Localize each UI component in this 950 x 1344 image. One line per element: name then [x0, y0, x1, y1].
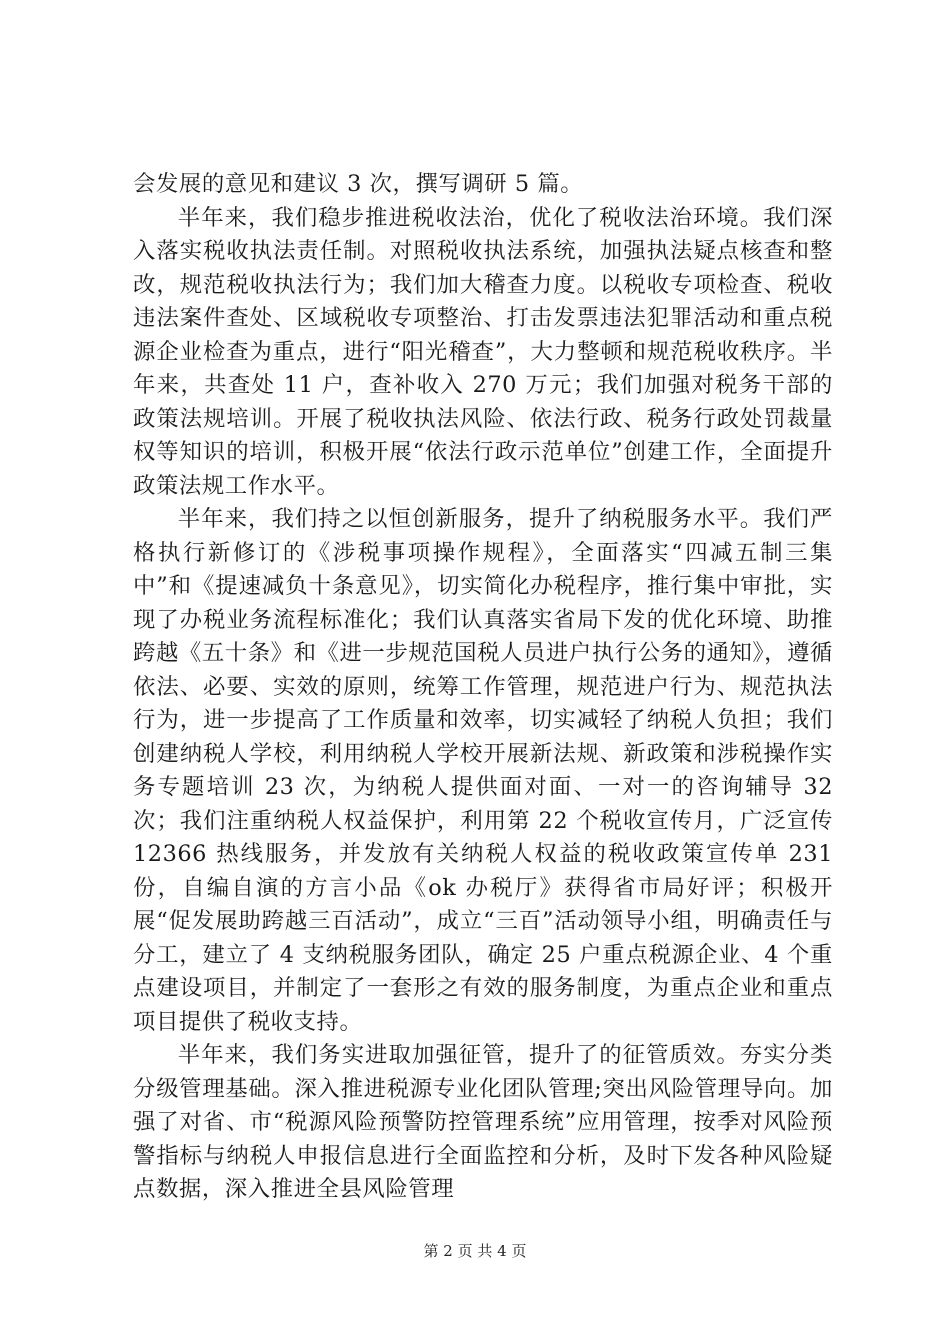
paragraph-collection-management: 半年来，我们务实进取加强征管，提升了的征管质效。夯实分类分级管理基础。深入推进税源专业化团队管理;突出风险管理导向。加强了对省、市“税源风险预警防控管理系统”应用管理，按季对风险预警指标与纳税人申报信息进行全面监控和分析，及时下发各种风险疑点数据，深入推进全县风险管理 [133, 1042, 833, 1202]
paragraph-continuation: 会发展的意见和建议 3 次，撰写调研 5 篇。 [133, 171, 584, 197]
page-footer: 第 2 页 共 4 页 [423, 1242, 527, 1260]
paragraph-taxpayer-service: 半年来，我们持之以恒创新服务，提升了纳税服务水平。我们严格执行新修订的《涉税事项操作规程》，全面落实“四减五制三集中”和《提速减负十条意见》，切实简化办税程序，推行集中审批，实现了办税业务流程标准化；我们认真落实省局下发的优化环境、助推跨越《五十条》和《进一步规范国税人员进户执行公务的通知》，遵循依法、必要、实效的原则，统筹工作管理，规范进户行为、规范执法行为，进一步提高了工作质量和效率，切实减轻了纳税人负担；我们创建纳税人学校，利用纳税人学校开展新法规、新政策和涉税操作实务专题培训 23 次，为纳税人提供面对面、一对一的咨询辅导 32 次；我们注重纳税人权益保护，利用第 22 个税收宣传月，广泛宣传 12366 热线服务，并发放有关纳税人权益的税收政策宣传单 231 份，自编自演的方言小品《ok 办税厅》获得省市局好评；积极开展“促发展助跨越三百活动”，成立“三百”活动领导小组，明确责任与分工，建立了 4 支纳税服务团队，确定 25 户重点税源企业、4 个重点建设项目，并制定了一套形之有效的服务制度，为重点企业和重点项目提供了税收支持。 [133, 506, 833, 1035]
paragraph-tax-rule-of-law: 半年来，我们稳步推进税收法治，优化了税收法治环境。我们深入落实税收执法责任制。对照税收执法系统，加强执法疑点核查和整改，规范税收执法行为；我们加大稽查力度。以税收专项检查、税收违法案件查处、区域税收专项整治、打击发票违法犯罪活动和重点税源企业检查为重点，进行“阳光稽查”，大力整顿和规范税收秩序。半年来，共查处 11 户，查补收入 270 万元；我们加强对税务干部的政策法规培训。开展了税收执法风险、依法行政、税务行政处罚裁量权等知识的培训，积极开展“依法行政示范单位”创建工作，全面提升政策法规工作水平。 [133, 204, 833, 499]
document-body [133, 168, 833, 1207]
